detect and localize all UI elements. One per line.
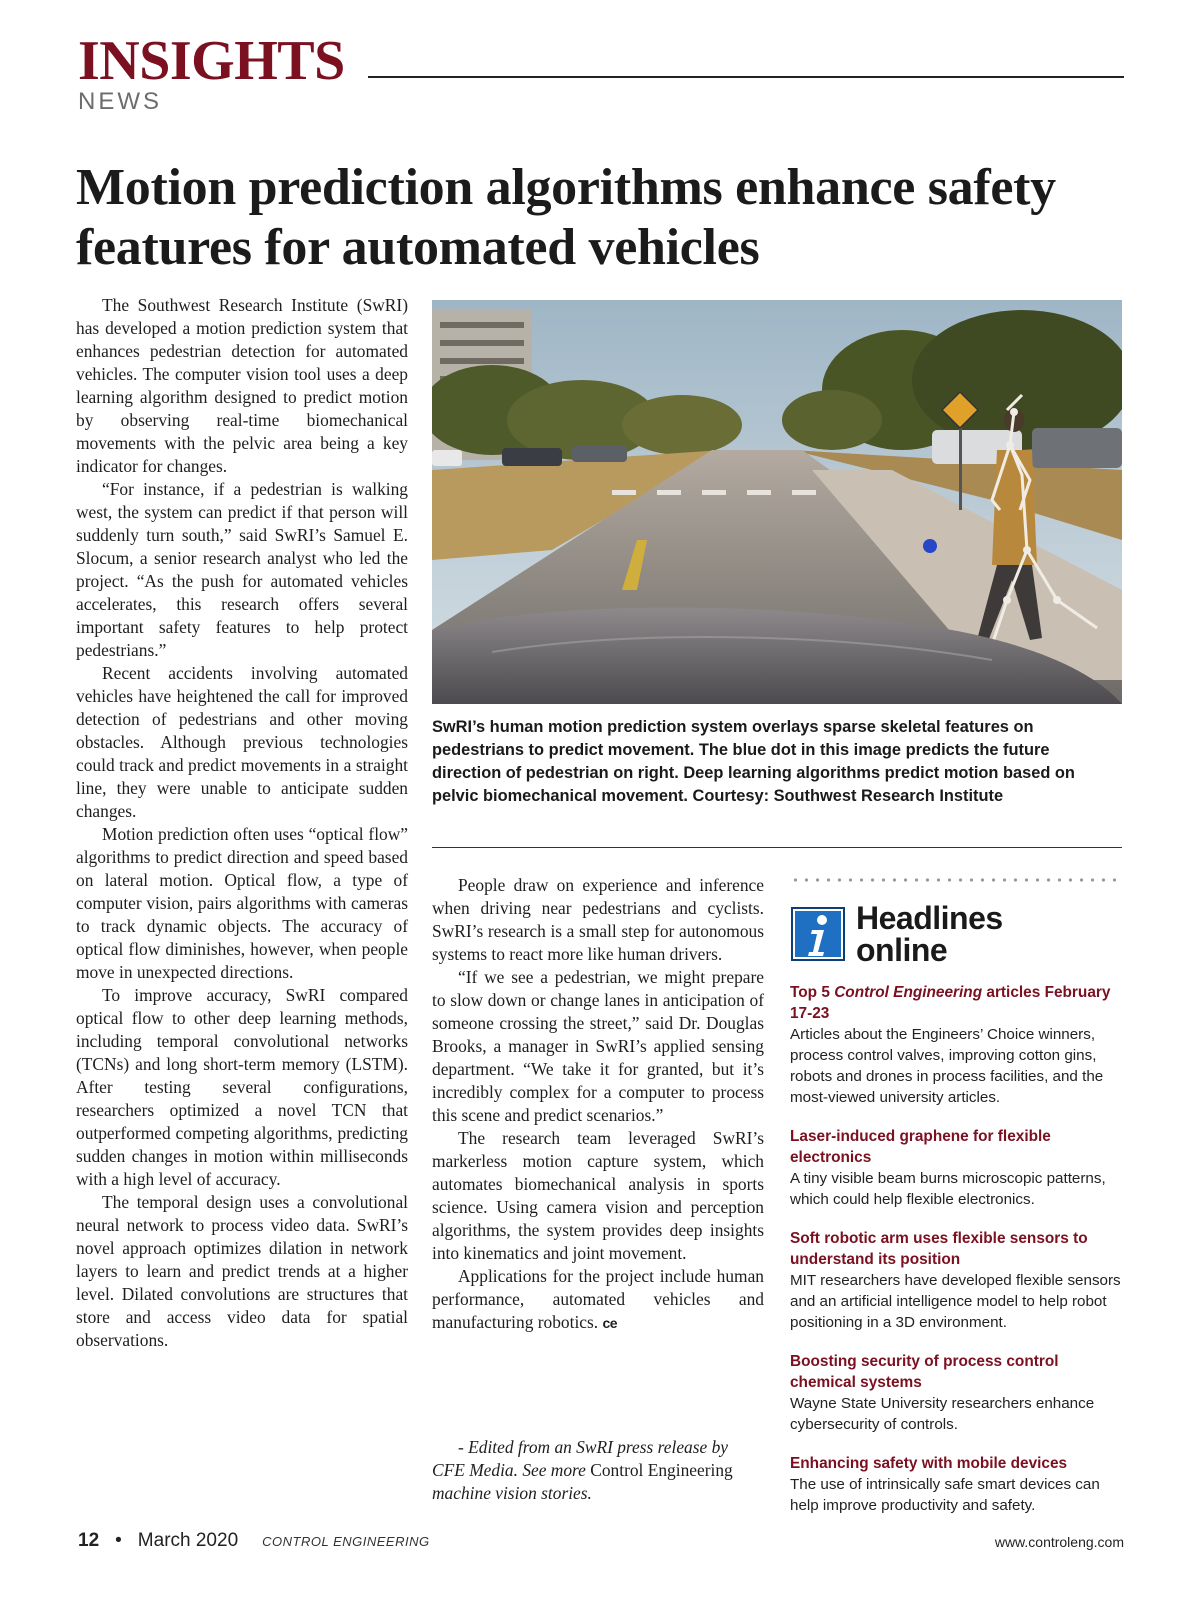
headline-link[interactable]: Soft robotic arm uses flexible sensors to understand its position [790, 1230, 1088, 1268]
paragraph: Recent accidents involving automated vehicles have heightened the call for improved detection of pedestrians and other moving obstacles. Although previous technologies could track and predict movements in a straight line, they were unable to anticipate sudden changes. [76, 663, 408, 821]
list-item [790, 982, 1124, 1108]
credit-text-end: machine vision stories. [432, 1483, 592, 1503]
paragraph: The research team leveraged SwRI’s markerless motion capture system, which automates biomechanical analysis in sports science. Using camera vision and perception algorithms, the system provides deep insights into kinematics and joint movement. [432, 1128, 764, 1263]
paragraph: “If we see a pedestrian, we might prepare to slow down or change lanes in anticipation of someone crossing the street,” said Dr. Douglas Brooks, a manager in SwRI’s applied sensing department. “We take it for granted, but it’s incredibly complex for a computer to process this scene and predict scenarios.” [432, 967, 764, 1125]
paragraph: To improve accuracy, SwRI compared optical flow to other deep learning methods, including temporal convolutional networks (TCNs) and long short-term memory (LSTM). After testing several configurations, researchers optimized a novel TCN that outperformed competing algorithms, predicting sudden changes in motion within milliseconds with a high level of accuracy. [76, 985, 408, 1189]
paragraph: The temporal design uses a convolutional neural network to process video data. SwRI’s novel approach optimizes dilation in network layers to learn and predict trends at a higher level. Dilated convolutions are structures that store and access video data for spatial observations. [76, 1192, 408, 1350]
headlines-list [790, 982, 1124, 1534]
headline-description: A tiny visible beam burns microscopic patterns, which could help flexible electronics. [790, 1170, 1106, 1208]
section-divider [368, 76, 1124, 78]
credit-magazine-link[interactable]: Control Engineering [590, 1460, 733, 1480]
sidebar-title-line: online [856, 932, 948, 968]
issue-date: March 2020 [137, 1530, 239, 1551]
article-column-2 [432, 874, 764, 1335]
info-icon [790, 906, 846, 962]
headline-link[interactable] [790, 982, 1124, 1024]
section-subtitle: NEWS [78, 88, 162, 115]
headline-link[interactable]: Boosting security of process control chemical systems [790, 1353, 1059, 1391]
website-url[interactable]: www.controleng.com [994, 1534, 1124, 1550]
headline-description: The use of intrinsically safe smart devices can help improve productivity and safety. [790, 1476, 1100, 1514]
credit-text: - Edited from an SwRI press release by CFE Media. See more [432, 1437, 728, 1480]
paragraph: “For instance, if a pedestrian is walking west, the system can predict if that person will suddenly turn south,” said SwRI’s Samuel E. Slocum, a senior research analyst who led the project. “As the push for automated vehicles accelerates, this research offers several important safety features to help protect pedestrians.” [76, 479, 408, 660]
street-scene-illustration [432, 300, 1122, 704]
page-footer [78, 1530, 430, 1552]
article-headline: Motion prediction algorithms enhance safety features for automated vehicles [76, 159, 1056, 276]
sidebar-title [856, 902, 1003, 966]
list-item [790, 1126, 1124, 1210]
paragraph: People draw on experience and inference when driving near pedestrians and cyclists. SwRI’s research is a small step for autonomous systems to react more like human drivers. [432, 875, 764, 964]
caption-divider [432, 847, 1122, 848]
article-column-1 [76, 294, 408, 1352]
headline-description: Wayne State University researchers enhance cybersecurity of controls. [790, 1395, 1095, 1433]
footer-bullet: • [115, 1530, 122, 1551]
sidebar-title-line: Headlines [856, 900, 1003, 936]
paragraph [432, 1265, 764, 1335]
page-number: 12 [78, 1530, 100, 1551]
paragraph-text: Applications for the project include human performance, automated vehicles and manufacturing robotics. [432, 1266, 764, 1332]
list-item [790, 1351, 1124, 1435]
list-item [790, 1453, 1124, 1516]
headline-link-text[interactable]: articles February 17-23 [790, 984, 1111, 1022]
end-mark: ce [602, 1315, 618, 1331]
article-credit [432, 1436, 764, 1505]
headline-link[interactable]: Enhancing safety with mobile devices [790, 1455, 1068, 1472]
headline-link[interactable]: Laser-induced graphene for flexible electronics [790, 1128, 1051, 1166]
headline-link-text[interactable]: Control Engineering [834, 984, 983, 1001]
sidebar-dotted-divider [790, 878, 1120, 882]
paragraph: The Southwest Research Institute (SwRI) has developed a motion prediction system that enhances pedestrian detection for automated vehicles. The computer vision tool uses a deep learning algorithm designed to predict motion by observing real-time biomechanical movements with the pelvic area being a key indicator for changes. [76, 295, 408, 476]
headline-description: Articles about the Engineers’ Choice winners, process control valves, improving cotton gins, robots and drones in process facilities, and the most-viewed university articles. [790, 1026, 1104, 1106]
paragraph: Motion prediction often uses “optical flow” algorithms to predict direction and speed based on lateral motion. Optical flow, a type of computer vision, pairs algorithms with cameras to track dynamic objects. The accuracy of optical flow diminishes, however, when people move in unexpected directions. [76, 824, 408, 982]
photo-caption: SwRI’s human motion prediction system overlays sparse skeletal features on pedestrians to predict movement. The blue dot in this image predicts the future direction of pedestrian on right. Deep learning algorithms predict motion based on pelvic biomechanical movement. Courtesy: Southwest Research Institute [432, 718, 1075, 805]
magazine-name: CONTROL ENGINEERING [262, 1534, 430, 1549]
headline-link-text[interactable]: Top 5 [790, 984, 835, 1001]
article-photo [432, 300, 1122, 704]
section-title: INSIGHTS [78, 30, 345, 92]
headline-description: MIT researchers have developed flexible sensors and an artificial intelligence model to help robot positioning in a 3D environment. [790, 1272, 1121, 1331]
list-item [790, 1228, 1124, 1333]
